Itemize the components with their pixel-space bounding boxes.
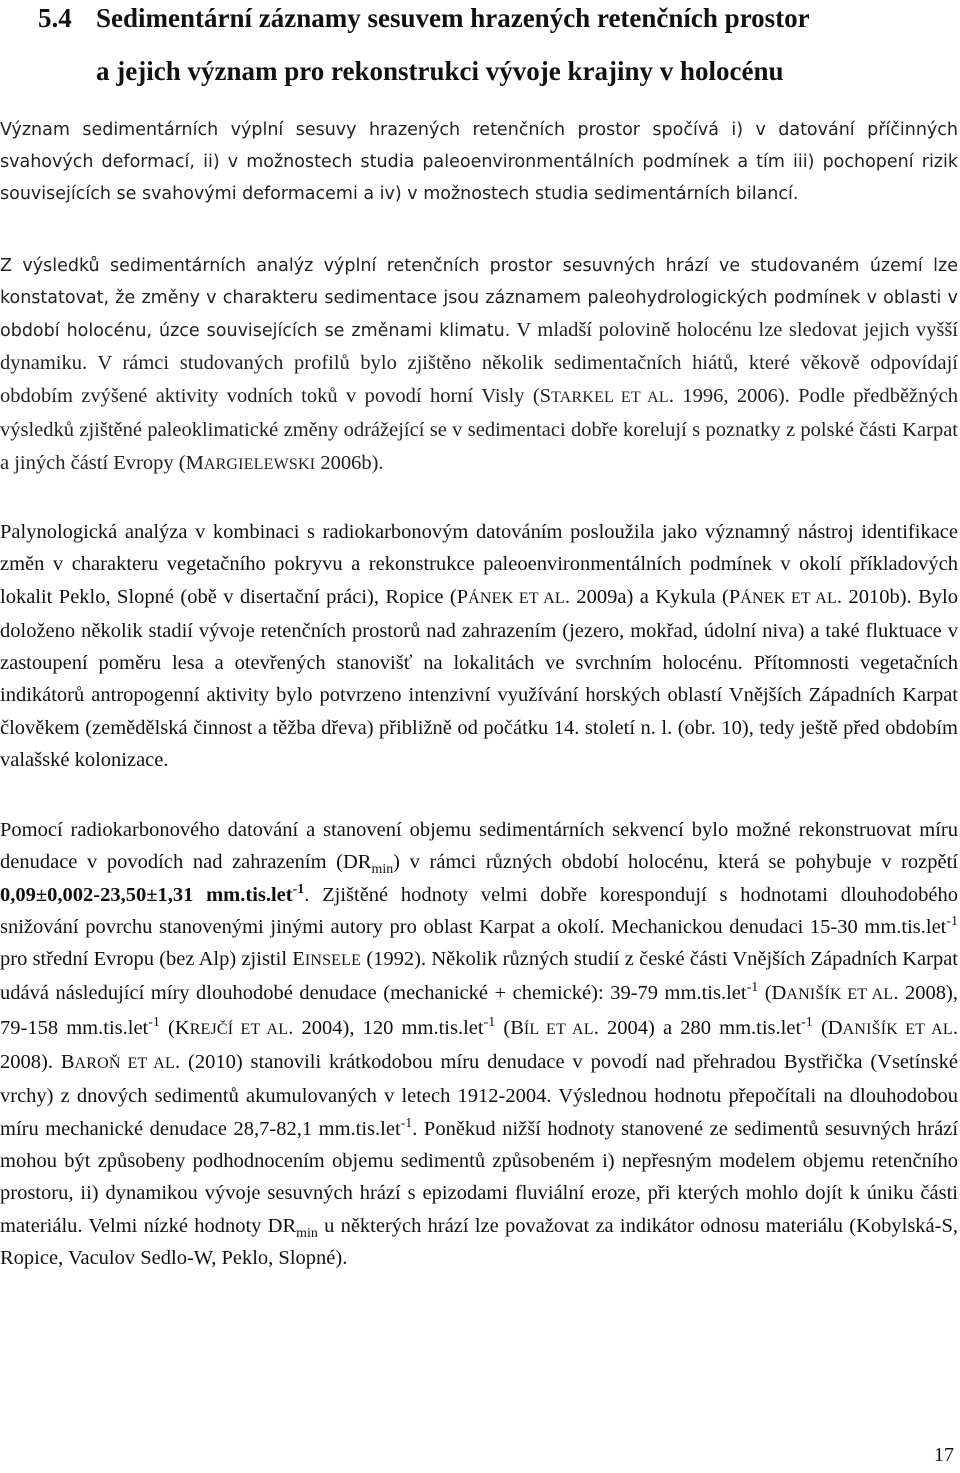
- ref-bil-initial: B: [510, 1016, 524, 1039]
- paragraph-4-s11: . 2004) a 280 mm.tis.let: [593, 1016, 802, 1039]
- ref-danisik-2-initial: D: [827, 1016, 843, 1039]
- paragraph-4-s14: . (2010) stanovili krátkodobou míru denudace v povodí nad přehradou Bystřička (Vsetínské vrchy) z dnových sedimentů akumulovaných v letech 1912-2004. Výslednou hodnotu přepočítali na dlouhodobou míru mechanické denudace 28,7-82,1 mm.tis.let: [0, 1051, 958, 1140]
- paragraph-4-s13: . 2008).: [0, 1016, 959, 1074]
- ref-panek-1-smallcaps: ÁNEK ET AL: [468, 589, 565, 607]
- section-number: 5.4: [38, 3, 72, 33]
- exponent-1: -1: [946, 914, 958, 930]
- paragraph-3-part-a: Palynologická analýza v kombinaci s radiokarbonovým datováním posloužila jako významný nástroj identifikace změn v charakteru vegetačního pokryvu a rekonstrukce paleoenvironmentálních podmínek v okolí příkladových lokalit Peklo, Slopné (obě v disertační práci), Ropice (: [0, 521, 958, 608]
- section-title-line-2: a jejich význam pro rekonstrukci vývoje krajiny v holocénu: [96, 56, 784, 86]
- denudation-range-exponent: -1: [292, 881, 305, 897]
- paragraph-4-s15: . Poněkud nižší hodnoty stanovené ze sedimentů sesuvných hrází mohou být způsobeny podhodnocením objemu sedimentů způsobeném i) nepřesným modelem objemu retenčního prostoru, ii) dynamikou vývoje sesuvných hrází s epizodami fluviální eroze, při kterých mohlo dojít k úniku části materiálu. Velmi nízké hodnoty DR: [0, 1117, 959, 1237]
- dr-min-subscript-1: min: [371, 862, 394, 878]
- dr-min-subscript-2: min: [296, 1225, 318, 1241]
- page-number: 17: [934, 1444, 954, 1466]
- section-title-line-1: Sedimentární záznamy sesuvem hrazených retenčních prostor: [96, 3, 810, 33]
- ref-panek-2-initial: P: [728, 585, 741, 608]
- paragraph-1-text: Význam sedimentárních výplní sesuvy hrazených retenčních prostor spočívá i) v datování příčinných svahových deformací, ii) v možnostech studia paleoenvironmentálních podmínek a tím iii) pochopení rizik souvisejících se svahovými deformacemi a iv) v možnostech studia sedimentárních bilancí.: [0, 120, 958, 204]
- paragraph-4-s7: . 2008), 79-158 mm.tis.let: [0, 982, 958, 1039]
- ref-danisik-2-smallcaps: ANIŠÍK ET AL: [842, 1020, 953, 1038]
- ref-margielewski-smallcaps: ARGIELEWSKI: [203, 456, 316, 473]
- paragraph-3: [0, 516, 958, 776]
- exponent-6: -1: [400, 1115, 413, 1131]
- paragraph-4-s1: Pomocí radiokarbonového datování a stanovení objemu sedimentárních sekvencí bylo možné rekonstruovat míru denudace v povodích nad zahrazením (DR: [0, 819, 958, 874]
- ref-starkel-smallcaps: TARKEL ET AL: [551, 389, 669, 406]
- paragraph-4-s16: u některých hrází lze považovat za indikátor odnosu materiálu (Kobylská-S, Ropice, Vaculov Sedlo-W, Peklo, Slopné).: [0, 1214, 958, 1269]
- paragraph-4-s5: (1992). Několik různých studií z české části Vnějších Západních Karpat udává následující míry dlouhodobé denudace (mechanické + chemické): 39-79 mm.tis.let: [0, 948, 958, 1005]
- paragraph-4: [0, 814, 958, 1274]
- paragraph-3-part-b: . 2009a) a Kykula (: [564, 585, 729, 608]
- paragraph-2-part-a: Z výsledků sedimentárních analýz výplní retenčních prostor sesuvných hrází ve studovaném území lze konstatovat, že změny v charakteru sedimentace jsou záznamem paleohydrologických podmínek v oblasti v období holocénu, úzce souvisejících se změnami klimatu.: [0, 256, 958, 341]
- ref-krejci-initial: K: [174, 1016, 190, 1039]
- paragraph-4-s2: ) v rámci různých období holocénu, která se pohybuje v rozpětí: [393, 851, 958, 874]
- ref-baron-initial: B: [60, 1051, 75, 1074]
- paragraph-2-serif-run: [0, 319, 958, 474]
- paragraph-2-part-b: V mladší polovině holocénu lze sledovat jejich vyšší dynamiku. V rámci studovaných profilů bylo zjištěno několik sedimentačních hiátů, které věkově odpovídají obdobím zvýšené aktivity vodních toků v povodí horní Visly (: [0, 319, 958, 407]
- paragraph-2-part-d: 2006b).: [315, 452, 384, 474]
- ref-danisik-initial: D: [771, 982, 787, 1005]
- exponent-4: -1: [483, 1014, 496, 1030]
- exponent-2: -1: [746, 980, 759, 996]
- exponent-5: -1: [801, 1014, 813, 1030]
- paragraph-4-s12: (: [812, 1016, 828, 1039]
- ref-panek-2-smallcaps: ÁNEK ET AL: [740, 589, 837, 607]
- exponent-3: -1: [148, 1014, 160, 1030]
- ref-baron-smallcaps: AROŇ ET AL: [74, 1055, 175, 1073]
- paragraph-2: [0, 250, 958, 481]
- denudation-range: [0, 881, 305, 906]
- paragraph-3-part-c: . 2010b). Bylo doloženo několik stadií vývoje retenčních prostorů nad zahrazením (jezero, mokřad, údolní niva) a také fluktuace v zastoupení poměru lesa a otevřených stanovišť na lokalitách ve svrchním holocénu. Přítomnosti vegetačních indikátorů antropogenní aktivity bylo potvrzeno intenzivní využívání horských oblastí Vnějších Západních Karpat člověkem (zemědělská činnost a těžba dřeva) přibližně od počátku 14. století n. l. (obr. 10), tedy ještě před obdobím valašské kolonizace.: [0, 585, 958, 772]
- paragraph-4-s6: (: [758, 982, 772, 1005]
- paragraph-4-s10: (: [495, 1016, 511, 1039]
- paragraph-1: [0, 114, 958, 210]
- ref-panek-1-initial: P: [456, 585, 469, 608]
- ref-margielewski-initial: M: [185, 452, 204, 474]
- ref-einsele-initial: E: [292, 948, 305, 971]
- denudation-range-value: 0,09±0,002-23,50±1,31 mm.tis.let: [0, 883, 293, 906]
- paragraph-4-s8: (: [159, 1016, 175, 1039]
- paragraph-2-part-c: . 1996, 2006). Podle předběžných výsledků zjištěné paleoklimatické změny odrážející se v sedimentaci dobře korelují s poznatky z polské části Karpat a jiných částí Evropy (: [0, 385, 958, 474]
- ref-einsele-smallcaps: INSELE: [304, 952, 362, 970]
- ref-danisik-smallcaps: ANIŠÍK ET AL: [786, 986, 894, 1004]
- paragraph-4-s4: pro střední Evropu (bez Alp) zjistil: [0, 948, 293, 971]
- ref-bil-smallcaps: ÍL ET AL: [523, 1020, 594, 1038]
- paragraph-4-s9: . 2004), 120 mm.tis.let: [288, 1016, 484, 1039]
- ref-krejci-smallcaps: REJČÍ ET AL: [189, 1020, 289, 1038]
- ref-starkel-initial: S: [539, 385, 552, 407]
- paragraph-4-s3: . Zjištěné hodnoty velmi dobře korespondují s hodnotami dlouhodobého snižování povrchu stanovenými jinými autory pro oblast Karpat a okolí. Mechanickou denudaci 15-30 mm.tis.let: [0, 883, 958, 938]
